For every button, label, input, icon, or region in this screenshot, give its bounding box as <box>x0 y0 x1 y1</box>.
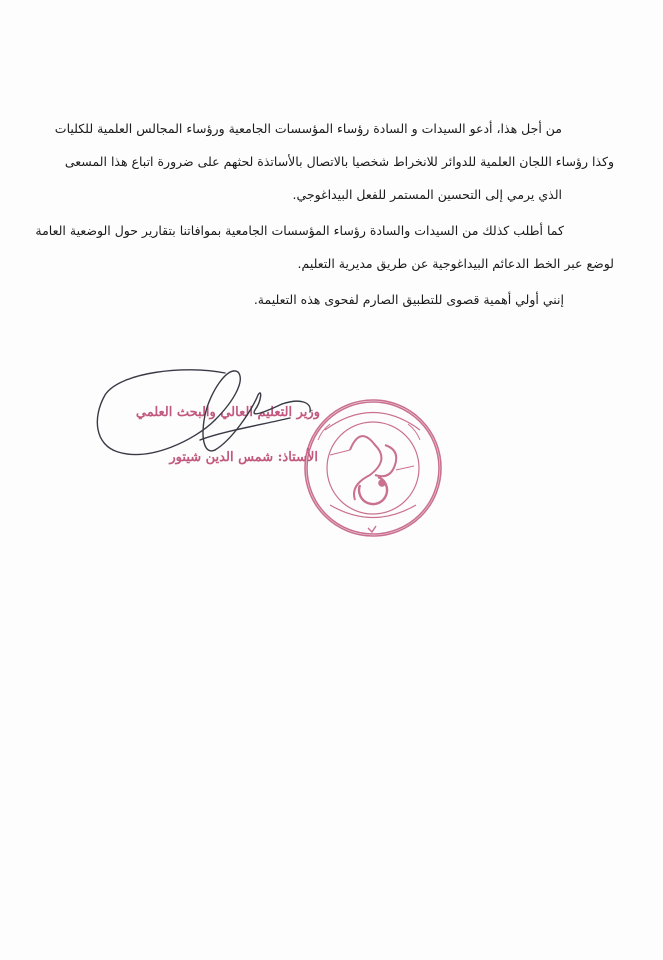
paragraph-2-line-1: كما أطلب كذلك من السيدات والسادة رؤساء المؤسسات الجامعية بموافاتنا بتقارير حول الوضعية العامة <box>35 223 564 238</box>
paragraph-3-line-1: إنني أولي أهمية قصوى للتطبيق الصارم لفحوى هذه التعليمة. <box>253 292 564 307</box>
paragraph-2-line-2: لوضع عبر الخط الدعائم البيداغوجية عن طريق مديرية التعليم. <box>297 256 614 271</box>
paragraph-1-line-1: من أجل هذا، أدعو السيدات و السادة رؤساء المؤسسات الجامعية ورؤساء المجالس العلمية للكليات <box>54 121 562 136</box>
signature-title: وزير التعليم العالي والبحث العلمي <box>135 405 320 420</box>
signature-name: الأستاذ: شمس الدين شيتور <box>169 450 318 465</box>
paragraph-1-line-3: الذي يرمي إلى التحسين المستمر للفعل البيداغوجي. <box>292 187 562 202</box>
paragraph-1-line-2: وكذا رؤساء اللجان العلمية للدوائر للانخراط شخصيا بالاتصال بالأساتذة لحثهم على ضرورة اتباع هذا المسعى <box>64 154 614 169</box>
